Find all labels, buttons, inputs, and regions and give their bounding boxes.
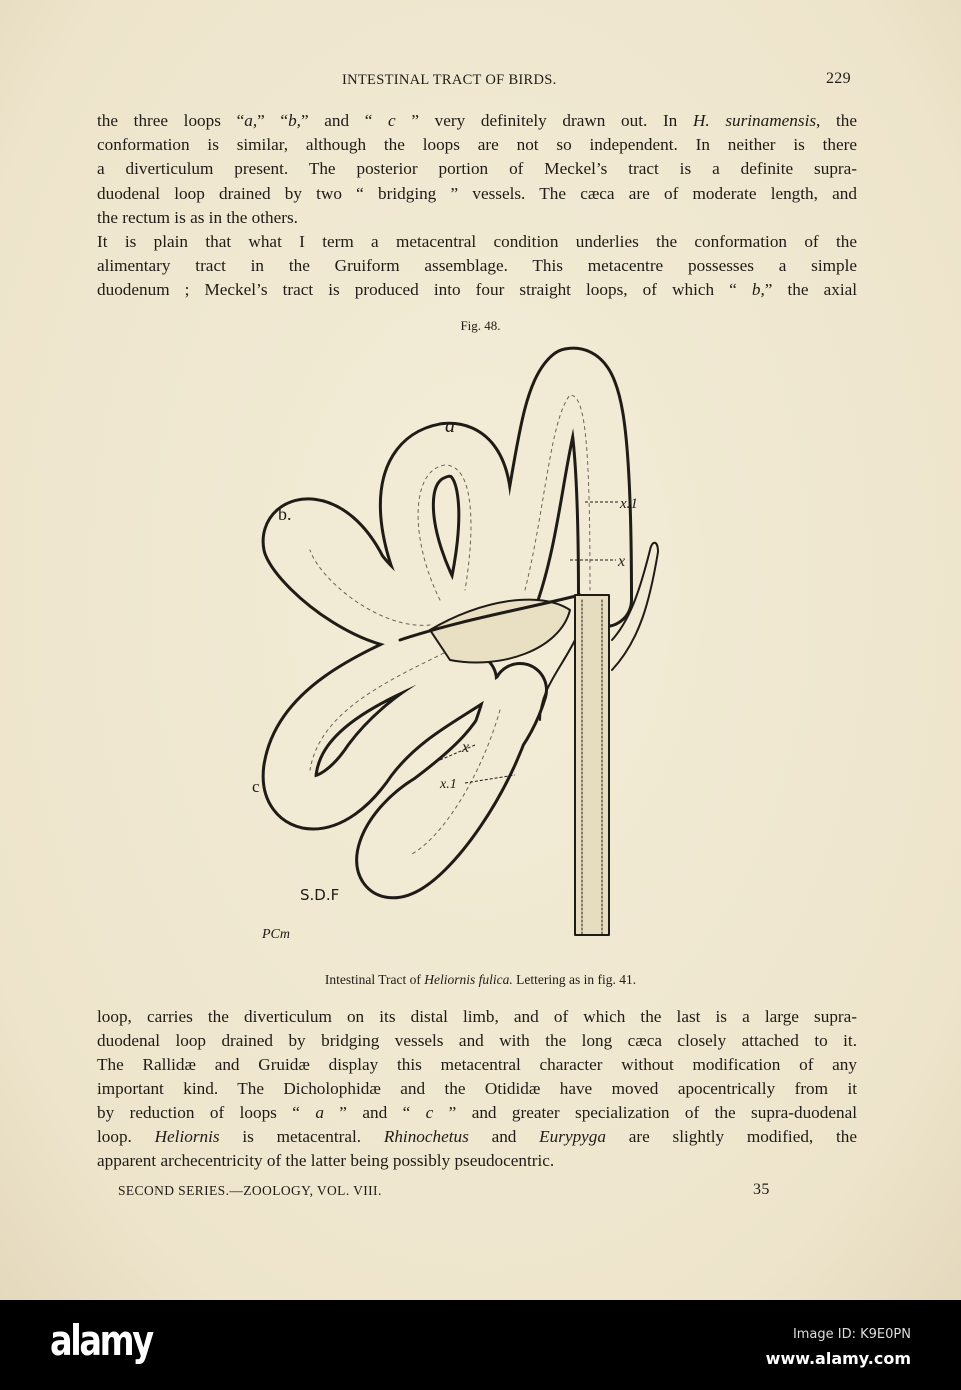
text-line bbox=[97, 1102, 857, 1124]
text-segment: , the bbox=[816, 111, 858, 130]
text-segment: ” and “ bbox=[323, 1103, 426, 1122]
italic-text: b, bbox=[288, 111, 301, 130]
label-a: a bbox=[445, 415, 455, 437]
italic-text: Eurypyga bbox=[539, 1127, 606, 1146]
italic-text: Rhinochetus bbox=[383, 1127, 469, 1146]
text-segment: ” and greater specialization of the supra-duodenal bbox=[433, 1103, 857, 1122]
alamy-logo: alamy bbox=[50, 1316, 152, 1365]
italic-text: a, bbox=[244, 111, 258, 130]
watermark-bar bbox=[0, 1300, 961, 1390]
italic-text: Heliornis bbox=[154, 1127, 220, 1146]
text-line bbox=[97, 1150, 857, 1172]
text-segment: ” and “ bbox=[300, 111, 389, 130]
text-line bbox=[97, 110, 857, 132]
italic-text: c bbox=[388, 111, 396, 130]
label-x1-mid: x.1 bbox=[440, 777, 457, 792]
series-footer: SECOND SERIES.—ZOOLOGY, VOL. VIII. bbox=[118, 1183, 382, 1198]
text-segment: It is plain that what I term a metacentral condition underlies the conformation of the bbox=[97, 232, 857, 251]
text-line bbox=[97, 1030, 857, 1052]
text-segment: the three loops “ bbox=[97, 111, 245, 130]
text-segment: alimentary tract in the Gruiform assemblage. This metacentre possesses a simple bbox=[97, 256, 857, 276]
italic-text: c bbox=[425, 1103, 434, 1122]
text-line bbox=[97, 1054, 857, 1076]
text-line bbox=[97, 1126, 857, 1148]
figure-caption bbox=[0, 972, 961, 988]
text-segment: a diverticulum present. The posterior portion of Meckel’s tract is a definite supra- bbox=[97, 159, 857, 179]
label-b: b. bbox=[278, 504, 292, 524]
text-line bbox=[97, 279, 857, 301]
artist-initials: S.D.F bbox=[300, 886, 340, 904]
image-id: Image ID: K9E0PN bbox=[792, 1327, 911, 1342]
text-line bbox=[97, 231, 857, 253]
italic-text: b, bbox=[751, 280, 765, 300]
text-line bbox=[97, 207, 857, 229]
text-line bbox=[97, 158, 857, 180]
text-segment: duodenal loop drained by two “ bridging ” vessels. The cæca are of moderate length, and bbox=[97, 183, 857, 203]
text-segment: the rectum is as in the others. bbox=[97, 207, 298, 227]
text-line bbox=[97, 134, 857, 156]
label-c: c bbox=[252, 777, 260, 796]
figure-label: Fig. 48. bbox=[460, 318, 501, 333]
text-segment: important kind. The Dicholophidæ and the Otididæ have moved apocentrically from it bbox=[97, 1079, 857, 1098]
text-segment: apparent archecentricity of the latter being possibly pseudocentric. bbox=[97, 1151, 555, 1170]
text-segment: by reduction of loops “ bbox=[97, 1103, 316, 1122]
text-segment: loop. bbox=[97, 1127, 155, 1146]
label-x-top: x bbox=[618, 553, 626, 570]
text-segment: duodenum ; Meckel’s tract is produced into four straight loops, of which “ bbox=[97, 280, 752, 300]
caption-lettering-note: Lettering as in fig. 41. bbox=[512, 972, 637, 987]
page-number: 229 bbox=[826, 70, 851, 87]
italic-text: H. surinamensis bbox=[692, 111, 817, 130]
intestinal-tract-figure bbox=[240, 340, 680, 960]
text-segment: ” “ bbox=[257, 111, 289, 130]
rectum bbox=[575, 595, 609, 935]
text-line bbox=[97, 1078, 857, 1100]
engraver-initials: PCm bbox=[262, 927, 290, 942]
caption-species: Heliornis fulica. bbox=[424, 972, 513, 987]
text-segment: ” the axial bbox=[764, 280, 858, 300]
site-url: www.alamy.com bbox=[765, 1349, 911, 1368]
text-segment: ” very definitely drawn out. In bbox=[395, 111, 693, 130]
running-title: INTESTINAL TRACT OF BIRDS. bbox=[342, 72, 557, 88]
text-segment: loop, carries the diverticulum on its distal limb, and of which the last is a large supra- bbox=[97, 1007, 857, 1026]
text-segment: duodenal loop drained by bridging vessels and with the long cæca closely attached to it. bbox=[97, 1031, 857, 1050]
text-segment: conformation is similar, although the loops are not so independent. In neither is there bbox=[97, 135, 857, 155]
text-segment: and bbox=[468, 1127, 540, 1146]
text-segment: is metacentral. bbox=[219, 1127, 384, 1146]
signature-number: 35 bbox=[753, 1181, 770, 1198]
text-segment: The Rallidæ and Gruidæ display this metacentral character without modification of any bbox=[97, 1055, 857, 1074]
caption-text: Intestinal Tract of bbox=[324, 972, 425, 987]
text-line bbox=[97, 183, 857, 205]
text-segment: are slightly modified, the bbox=[606, 1127, 857, 1146]
label-x-mid: x bbox=[462, 739, 470, 756]
italic-text: a bbox=[315, 1103, 324, 1122]
label-x1-top: x.1 bbox=[620, 496, 638, 512]
text-line bbox=[97, 255, 857, 277]
text-line bbox=[97, 1006, 857, 1028]
